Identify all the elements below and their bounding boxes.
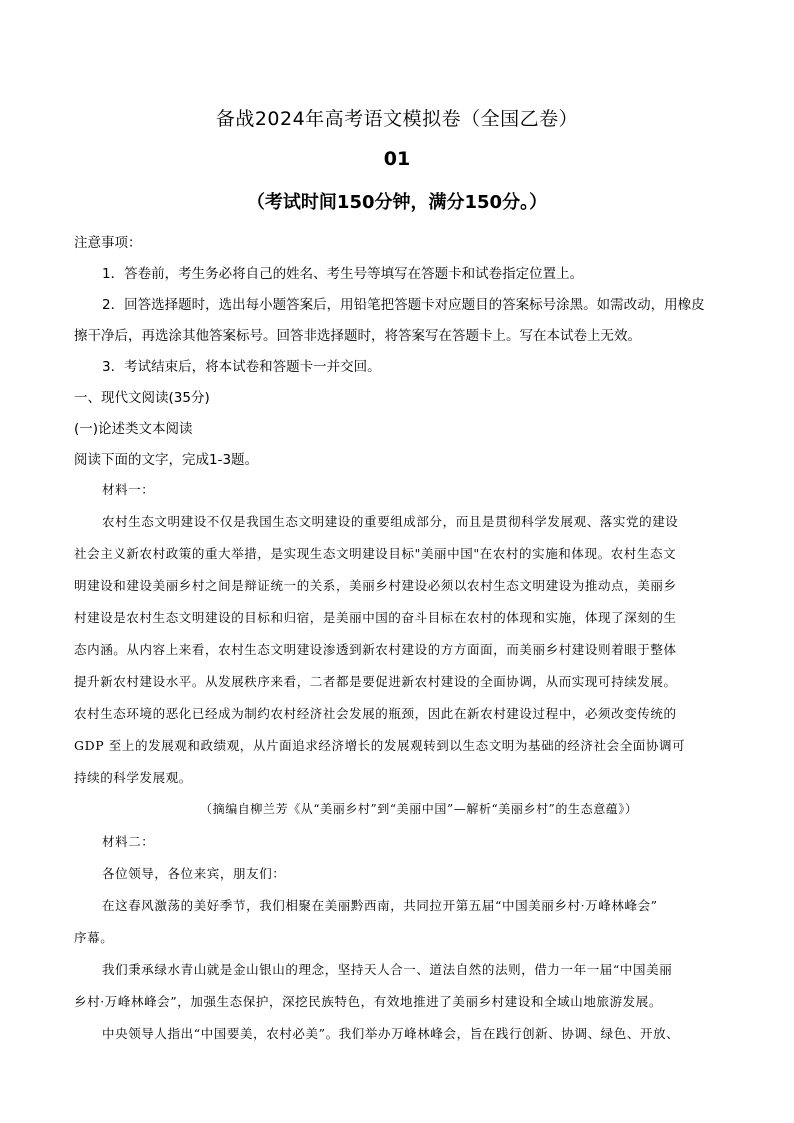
material-2-label: 材料二： [102,834,155,849]
material-2-line: 乡村·万峰林峰会”，加强生态保护，深挖民族特色，有效地推进了美丽乡村建设和全域山地旅游发展。 [74,994,662,1009]
material-1-line: 持续的科学发展观。 [74,770,192,785]
section-instruction: 阅读下面的文字，完成1-3题。 [74,452,259,468]
material-1-source: （摘编自柳兰芳《从“美丽乡村”到“美丽中国”—解析“美丽乡村”的生态意蕴》） [200,802,638,816]
material-1-line: 农村生态文明建设不仅是我国生态文明建设的重要组成部分，而且是贯彻科学发展观、落实党的建设 [102,514,679,529]
material-2-line: 中央领导人指出“中国要美，农村必美”。我们举办万峰林峰会，旨在践行创新、协调、绿色、开放、 [102,1026,680,1041]
material-2-line: 序幕。 [74,930,114,945]
material-1-line: 提升新农村建设水平。从发展秩序来看，二者都是要促进新农村建设的全面协调，从而实现可持续发展。 [74,674,677,689]
notice-item-1: 1．答卷前，考生务必将自己的姓名、考生号等填写在答题卡和试卷指定位置上。 [102,266,584,282]
material-2-line: 我们秉承绿水青山就是金山银山的理念，坚持天人合一、道法自然的法则，借力一年一届“中国美丽 [102,962,673,977]
material-1-line: GDP 至上的发展观和政绩观，从片面追求经济增长的发展观转到以生态文明为基础的经济社会全面协调可 [74,738,686,753]
material-1-line: 农村生态环境的恶化已经成为制约农村经济社会发展的瓶颈，因此在新农村建设过程中，必须改变传统的 [74,706,677,721]
material-1-line: 态内涵。从内容上来看，农村生态文明建设渗透到新农村建设的方方面面，而美丽乡村建设则着眼于整体 [74,642,677,657]
exam-subtitle: （考试时间150分钟，满分150分。） [246,192,548,213]
section-heading: 一、现代文阅读(35分) [74,390,210,406]
material-1-line: 社会主义新农村政策的重大举措，是实现生态文明建设目标"美丽中国"在农村的实施和体现。农村生态文 [74,546,677,561]
notice-item-2-line-1: 2．回答选择题时，选出每小题答案后，用铅笔把答题卡对应题目的答案标号涂黑。如需改动，用橡皮 [102,297,705,313]
material-2-line: 在这春风激荡的美好季节，我们相聚在美丽黔西南，共同拉开第五届“中国美丽乡村·万峰林峰会” [102,898,658,913]
exam-number: 01 [383,148,411,170]
exam-title: 备战2024年高考语文模拟卷（全国乙卷） [215,108,579,130]
notice-item-3: 3．考试结束后，将本试卷和答题卡一并交回。 [102,359,381,375]
section-subheading: (一)论述类文本阅读 [74,421,193,437]
material-2-greeting: 各位领导，各位来宾，朋友们： [102,866,286,881]
material-1-line: 明建设和建设美丽乡村之间是辩证统一的关系，美丽乡村建设必须以农村生态文明建设为推动点，美丽乡 [74,578,677,593]
material-1-line: 村建设是农村生态文明建设的目标和归宿，是美丽中国的奋斗目标在农村的体现和实施，体现了深刻的生 [74,610,677,625]
notice-label: 注意事项： [74,235,142,251]
material-1-label: 材料一： [102,482,155,497]
notice-item-2-line-2: 擦干净后，再选涂其他答案标号。回答非选择题时，将答案写在答题卡上。写在本试卷上无效。 [74,328,641,344]
